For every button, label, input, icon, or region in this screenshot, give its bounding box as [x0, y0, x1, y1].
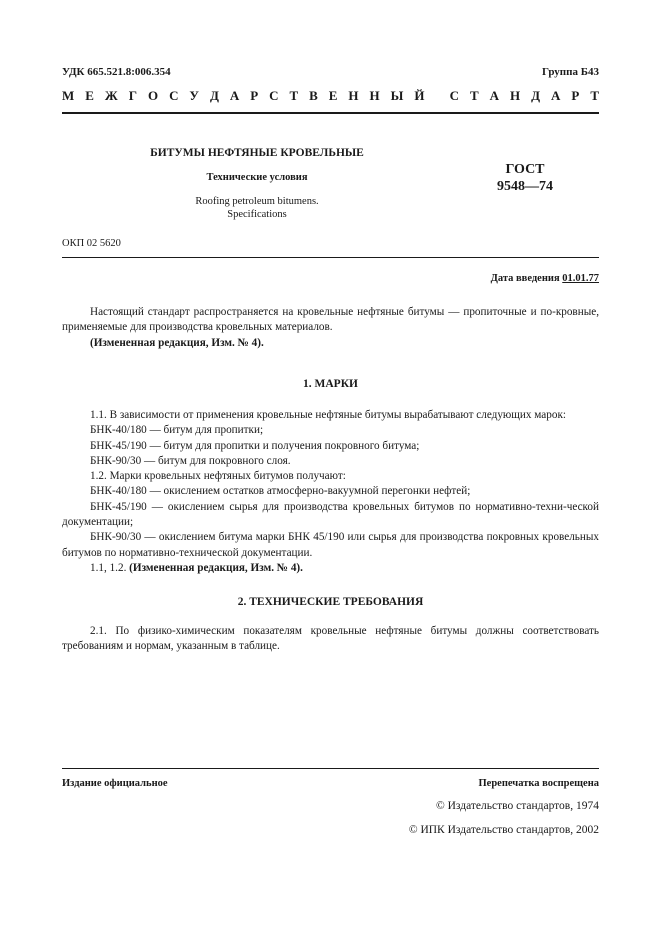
- section-1-heading: 1. МАРКИ: [303, 378, 358, 390]
- section-1-body: [62, 408, 599, 576]
- banner-letter: Н: [369, 88, 380, 103]
- paragraph: 1.1. В зависимости от применения кровельные нефтяные битумы вырабатывают следующих марок:: [90, 409, 566, 421]
- banner-letter: Т: [470, 88, 479, 103]
- banner-letter: Т: [590, 88, 599, 103]
- banner-letter: А: [489, 88, 500, 103]
- section-2-heading: 2. ТЕХНИЧЕСКИЕ ТРЕБОВАНИЯ: [237, 596, 424, 608]
- standard-banner: [62, 88, 599, 104]
- banner-letter: А: [229, 88, 240, 103]
- banner-letter: Т: [289, 88, 299, 103]
- banner-letter: Р: [571, 88, 580, 103]
- okp-divider: [62, 257, 599, 258]
- banner-gap: [435, 88, 438, 104]
- gost-designation: [470, 161, 580, 195]
- banner-divider: [62, 112, 599, 114]
- edition-note: (Измененная редакция, Изм. № 4).: [129, 561, 303, 574]
- banner-letter: В: [309, 88, 318, 103]
- banner-letter: У: [189, 88, 199, 103]
- copyright-1974: © Издательство стандартов, 1974: [435, 800, 599, 812]
- document-title: БИТУМЫ НЕФТЯНЫЕ КРОВЕЛЬНЫЕ: [150, 147, 364, 159]
- paragraph-edition-note: [62, 561, 599, 576]
- banner-letter: Е: [328, 88, 338, 103]
- paragraph: 2.1. По физико-химическим показателям кровельные нефтяные битумы должны соответствовать требованиям и нормам, указанным в таблице.: [62, 625, 599, 653]
- banner-letter: Ы: [390, 88, 404, 103]
- english-title: Roofing petroleum bitumens.: [195, 196, 319, 207]
- gost-number: 9548—74: [497, 179, 553, 194]
- reprint-prohibited-label: Перепечатка воспрещена: [478, 778, 599, 789]
- group-code: Группа Б43: [542, 66, 599, 78]
- banner-letter: Д: [531, 88, 541, 103]
- banner-letter: Й: [414, 88, 425, 103]
- paragraph: БНК-45/190 — битум для пропитки и получения покровного битума;: [90, 439, 420, 452]
- footer-divider: [62, 768, 599, 769]
- okp-code: ОКП 02 5620: [62, 238, 121, 249]
- banner-letter: С: [169, 88, 179, 103]
- gost-label: ГОСТ: [505, 162, 545, 177]
- paragraph: БНК-40/180 — битум для пропитки;: [90, 424, 264, 437]
- banner-letter: О: [147, 88, 159, 103]
- banner-letter: Н: [510, 88, 521, 103]
- udk-code: УДК 665.521.8:006.354: [62, 66, 171, 78]
- banner-letter: Ж: [104, 88, 118, 103]
- date-value: 01.01.77: [562, 273, 599, 284]
- banner-letter: Р: [250, 88, 259, 103]
- edition-clauses: 1.1, 1.2.: [90, 561, 127, 574]
- english-subtitle: Specifications: [227, 209, 287, 220]
- banner-letter: М: [62, 88, 75, 103]
- copyright-2002: © ИПК Издательство стандартов, 2002: [408, 824, 599, 836]
- banner-letter: А: [551, 88, 561, 103]
- banner-letter: Д: [209, 88, 219, 103]
- section-2-body: [62, 624, 599, 655]
- paragraph: БНК-45/190 — окислением сырья для производства кровельных битумов по нормативно-техни-ческой документации;: [62, 500, 599, 529]
- banner-letter: Е: [85, 88, 94, 103]
- banner-letter: С: [269, 88, 279, 103]
- document-subtitle: Технические условия: [206, 172, 308, 183]
- intro-edition-note: (Измененная редакция, Изм. № 4).: [90, 336, 264, 349]
- banner-letter: Н: [348, 88, 359, 103]
- paragraph: 1.2. Марки кровельных нефтяных битумов получают:: [90, 470, 346, 483]
- official-edition-label: Издание официальное: [62, 778, 168, 789]
- paragraph: БНК-40/180 — окислением остатков атмосферно-вакуумной перегонки нефтей;: [90, 485, 471, 498]
- banner-letter: Г: [128, 88, 137, 103]
- paragraph: БНК-90/30 — окислением битума марки БНК 45/190 или сырья для производства покровных кровельных битумов по нормативно-технической документации.: [62, 531, 599, 559]
- intro-block: [62, 305, 599, 351]
- effective-date: [491, 273, 599, 284]
- intro-paragraph: Настоящий стандарт распространяется на кровельные нефтяные битумы — пропиточные и по-кровные, применяемые для производства кровельных материалов.: [62, 306, 599, 334]
- paragraph: БНК-90/30 — битум для покровного слоя.: [90, 454, 291, 467]
- banner-letter: С: [449, 88, 460, 103]
- date-label: Дата введения: [490, 273, 560, 284]
